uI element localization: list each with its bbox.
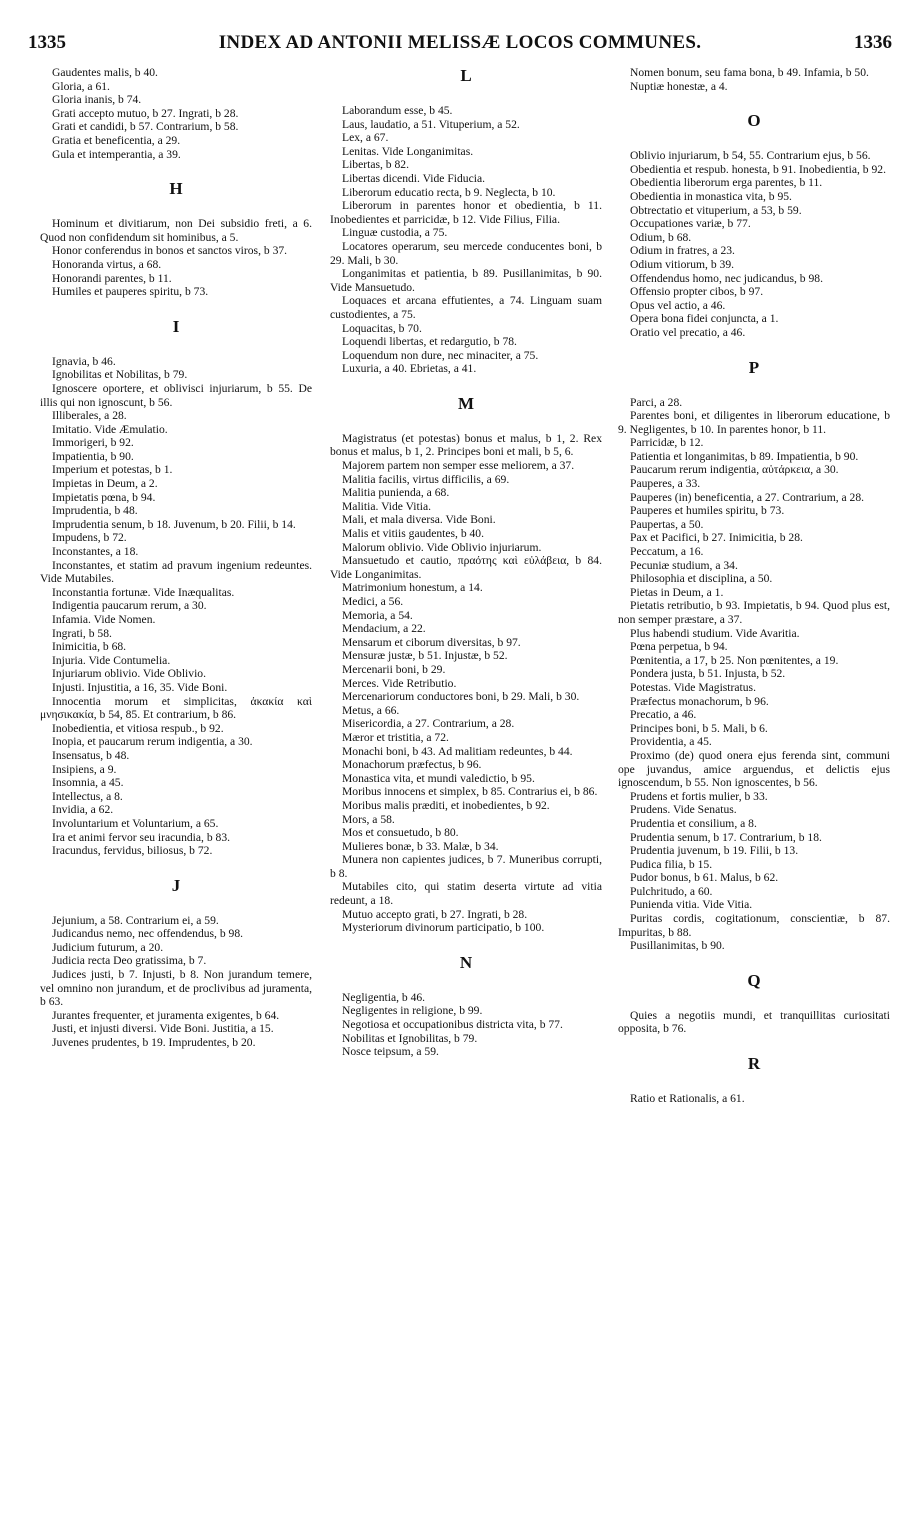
index-column-3 xyxy=(618,66,890,1106)
index-entry: Offendendus homo, nec judicandus, b 98. xyxy=(630,271,823,285)
index-entry: Negligentes in religione, b 99. xyxy=(342,1004,483,1018)
index-entry: Imprudentia senum, b 18. Juvenum, b 20. Filii, b 14. xyxy=(52,517,296,531)
index-entry: Honorandi parentes, b 11. xyxy=(52,271,172,285)
index-entry: Injusti. Injustitia, a 16, 35. Vide Boni. xyxy=(52,680,228,694)
index-entry: Monachi boni, b 43. Ad malitiam redeuntes, b 44. xyxy=(342,744,573,758)
index-entry: Merces. Vide Retributio. xyxy=(342,676,457,690)
index-entry: Innocentia morum et simplicitas, ἀκακία καὶ μνησικακία, b 54, 85. Et contrarium, b 86. xyxy=(40,694,312,722)
index-entry: Peccatum, a 16. xyxy=(630,545,704,559)
index-entry: Pietas in Deum, a 1. xyxy=(630,585,724,599)
index-entry: Invidia, a 62. xyxy=(52,803,114,817)
index-entry: Libertas, b 82. xyxy=(342,158,409,172)
index-entry: Odium in fratres, a 23. xyxy=(630,244,735,258)
index-entry: Nobilitas et Ignobilitas, b 79. xyxy=(342,1031,478,1045)
index-entry: Malitia punienda, a 68. xyxy=(342,486,450,500)
index-entry: Mensuræ justæ, b 51. Injustæ, b 52. xyxy=(342,649,508,663)
index-entry: Ignoscere oportere, et oblivisci injuriarum, b 55. De illis qui non ignoscunt, b 56. xyxy=(40,381,312,409)
index-entry: Memoria, a 54. xyxy=(342,608,413,622)
index-entry: Injuria. Vide Contumelia. xyxy=(52,653,171,667)
index-entry: Jurantes frequenter, et juramenta exigentes, b 64. xyxy=(52,1008,280,1022)
index-entry: Paucarum rerum indigentia, αὐτάρκεια, a 30. xyxy=(630,463,839,477)
index-entry: Odium vitiorum, b 39. xyxy=(630,257,735,271)
index-entry: Prudentia juvenum, b 19. Filii, b 13. xyxy=(630,844,799,858)
index-entry: Occupationes variæ, b 77. xyxy=(630,217,751,231)
index-entry: Judices justi, b 7. Injusti, b 8. Non jurandum temere, vel omnino non jurandum, et de proclivibus ad juramenta, b 63. xyxy=(40,968,312,1009)
index-entry: Impudens, b 72. xyxy=(52,531,127,545)
index-entry: Inimicitia, b 68. xyxy=(52,640,127,654)
index-entry: Laus, laudatio, a 51. Vituperium, a 52. xyxy=(342,117,520,131)
index-entry: Punienda vitia. Vide Vitia. xyxy=(630,898,753,912)
index-entry: Philosophia et disciplina, a 50. xyxy=(630,572,773,586)
index-entry: Hominum et divitiarum, non Dei subsidio freti, a 6. Quod non confidendum sit hominibus, a 5. xyxy=(40,217,312,244)
index-entry: Mæror et tristitia, a 72. xyxy=(342,730,449,744)
index-entry: Pecuniæ studium, a 34. xyxy=(630,558,738,572)
index-entry: Metus, a 66. xyxy=(342,703,400,717)
index-entry: Obedientia in monastica vita, b 95. xyxy=(630,189,792,203)
index-entry: Opera bona fidei conjuncta, a 1. xyxy=(630,312,779,326)
index-entry: Longanimitas et patientia, b 89. Pusillanimitas, b 90. Vide Mansuetudo. xyxy=(330,267,602,294)
index-entry: Mercenarii boni, b 29. xyxy=(342,662,446,676)
index-entry: Mendacium, a 22. xyxy=(342,622,426,636)
index-entry: Mulieres bonæ, b 33. Malæ, b 34. xyxy=(342,839,499,853)
page-title: INDEX AD ANTONII MELISSÆ LOCOS COMMUNES. xyxy=(218,32,702,53)
index-entry: Insomnia, a 45. xyxy=(52,776,124,790)
index-entry: Imitatio. Vide Æmulatio. xyxy=(52,422,168,436)
index-entry: Mors, a 58. xyxy=(342,812,395,826)
index-entry: Grati accepto mutuo, b 27. Ingrati, b 28. xyxy=(52,106,239,120)
index-entry: Moribus innocens et simplex, b 85. Contrarius ei, b 86. xyxy=(342,785,598,799)
letter-heading: N xyxy=(459,952,473,972)
index-entry: Inconstantes, a 18. xyxy=(52,545,139,559)
index-entry: Loquendi libertas, et redargutio, b 78. xyxy=(342,335,517,349)
index-entry: Lex, a 67. xyxy=(342,131,389,145)
index-entry: Immorigeri, b 92. xyxy=(52,436,134,450)
index-entry: Liberorum in parentes honor et obedientia, b 11. Inobedientes et parricidæ, b 12. Vide Filius, Filia. xyxy=(330,199,602,226)
index-entry: Mos et consuetudo, b 80. xyxy=(342,826,459,840)
index-entry: Impietatis pœna, b 94. xyxy=(52,490,156,504)
index-entry: Pœna perpetua, b 94. xyxy=(630,640,728,654)
index-entry: Involuntarium et Voluntarium, a 65. xyxy=(52,816,219,830)
index-entry: Iracundus, fervidus, biliosus, b 72. xyxy=(52,844,213,858)
letter-heading: L xyxy=(460,66,472,85)
index-entry: Pietatis retributio, b 93. Impietatis, b 94. Quod plus est, non semper præstare, a 37. xyxy=(618,599,890,626)
index-entry: Mansuetudo et cautio, πραότης καὶ εὐλάβεια, b 84. Vide Longanimitas. xyxy=(330,554,602,581)
index-entry: Pondera justa, b 51. Injusta, b 52. xyxy=(630,667,786,681)
index-entry: Gratia et beneficentia, a 29. xyxy=(52,133,181,147)
index-entry: Medici, a 56. xyxy=(342,595,404,608)
index-entry: Moribus malis præditi, et inobedientes, b 92. xyxy=(342,798,550,812)
index-entry: Intellectus, a 8. xyxy=(52,789,123,803)
letter-heading: O xyxy=(747,111,761,131)
index-entry: Honor conferendus in bonos et sanctos viros, b 37. xyxy=(52,244,288,258)
index-entry: Plus habendi studium. Vide Avaritia. xyxy=(630,626,800,640)
index-entry: Injuriarum oblivio. Vide Oblivio. xyxy=(52,667,206,681)
index-entry: Negotiosa et occupationibus districta vita, b 77. xyxy=(342,1018,563,1032)
index-entry: Opus vel actio, a 46. xyxy=(630,298,726,312)
index-entry: Impatientia, b 90. xyxy=(52,449,134,463)
index-entry: Parci, a 28. xyxy=(630,395,683,409)
index-entry: Parentes boni, et diligentes in liberorum educatione, b 9. Negligentes, b 10. In parentes honor, b 11. xyxy=(618,409,890,436)
index-entry: Prudentia senum, b 17. Contrarium, b 18. xyxy=(630,830,822,844)
index-entry: Pusillanimitas, b 90. xyxy=(630,939,725,953)
index-entry: Nomen bonum, seu fama bona, b 49. Infamia, b 50. xyxy=(630,66,869,79)
index-entry: Monachorum præfectus, b 96. xyxy=(342,758,482,772)
index-entry: Munera non capientes judices, b 7. Muneribus corrupti, b 8. xyxy=(330,853,602,880)
index-entry: Gula et intemperantia, a 39. xyxy=(52,147,181,161)
index-entry: Pœnitentia, a 17, b 25. Non pœnitentes, a 19. xyxy=(630,653,839,667)
index-column-1 xyxy=(40,66,312,1050)
index-entry: Obtrectatio et vituperium, a 53, b 59. xyxy=(630,203,802,217)
letter-heading: R xyxy=(747,1054,761,1074)
letter-heading: I xyxy=(172,316,180,336)
index-entry: Illiberales, a 28. xyxy=(52,409,127,423)
index-entry: Ratio et Rationalis, a 61. xyxy=(630,1092,745,1106)
index-entry: Judicium futurum, a 20. xyxy=(52,940,164,954)
index-entry: Grati et candidi, b 57. Contrarium, b 58. xyxy=(52,120,239,134)
index-entry: Luxuria, a 40. Ebrietas, a 41. xyxy=(342,362,477,376)
index-entry: Loquaces et arcana effutientes, a 74. Linguam suam custodientes, a 75. xyxy=(330,294,602,321)
index-entry: Inobedientia, et vitiosa respub., b 92. xyxy=(52,721,224,735)
index-entry: Matrimonium honestum, a 14. xyxy=(342,581,483,595)
index-entry: Insipiens, a 9. xyxy=(52,762,117,776)
index-entry: Parricidæ, b 12. xyxy=(630,436,704,450)
index-entry: Mutabiles cito, qui statim deserta virtute ad vitia redeunt, a 18. xyxy=(330,880,602,908)
index-entry: Prudentia et consilium, a 8. xyxy=(630,816,757,830)
index-entry: Inconstantia fortunæ. Vide Inæqualitas. xyxy=(52,585,235,599)
letter-heading: J xyxy=(171,875,181,895)
index-entry: Magistratus (et potestas) bonus et malus, b 1, 2. Rex bonus et malus, b 1, 2. Principes boni et mali, b 5, 6. xyxy=(330,431,602,459)
index-entry: Malorum oblivio. Vide Oblivio injuriarum. xyxy=(342,540,542,554)
index-entry: Inconstantes, et statim ad pravum ingenium redeuntes. Vide Mutabiles. xyxy=(40,558,312,586)
index-entry: Justi, et injusti diversi. Vide Boni. Justitia, a 15. xyxy=(52,1022,274,1036)
index-entry: Pauperes et humiles spiritu, b 73. xyxy=(630,504,785,518)
index-entry: Judicandus nemo, nec offendendus, b 98. xyxy=(52,927,244,941)
index-entry: Pudor bonus, b 61. Malus, b 62. xyxy=(630,871,779,885)
index-entry: Obedientia liberorum erga parentes, b 11. xyxy=(630,176,823,190)
index-entry: Loquendum non dure, nec minaciter, a 75. xyxy=(342,348,539,362)
index-entry: Lenitas. Vide Longanimitas. xyxy=(342,144,474,158)
index-entry: Puritas cordis, cogitationum, conscientiæ, b 87. Impuritas, b 88. xyxy=(618,912,890,939)
index-entry: Pauperes (in) beneficentia, a 27. Contrarium, a 28. xyxy=(630,490,865,504)
index-entry: Insensatus, b 48. xyxy=(52,748,130,762)
index-entry: Prudens et fortis mulier, b 33. xyxy=(630,789,768,803)
index-entry: Impietas in Deum, a 2. xyxy=(52,477,158,491)
page-header xyxy=(28,32,892,60)
index-entry: Mysteriorum divinorum participatio, b 100. xyxy=(342,921,545,935)
index-entry: Oratio vel precatio, a 46. xyxy=(630,325,746,339)
index-entry: Obedientia et respub. honesta, b 91. Inobedientia, b 92. xyxy=(630,162,886,176)
index-entry: Gloria, a 61. xyxy=(52,79,110,93)
index-entry: Offensio propter cibos, b 97. xyxy=(630,285,764,299)
index-entry: Pulchritudo, a 60. xyxy=(630,884,713,898)
index-entry: Monastica vita, et mundi valedictio, b 95. xyxy=(342,771,535,785)
index-entry: Malitia facilis, virtus difficilis, a 69. xyxy=(342,472,510,486)
index-entry: Mercenariorum conductores boni, b 29. Mali, b 30. xyxy=(342,690,580,704)
index-entry: Jejunium, a 58. Contrarium ei, a 59. xyxy=(52,913,219,927)
index-entry: Misericordia, a 27. Contrarium, a 28. xyxy=(342,717,515,731)
index-entry: Juvenes prudentes, b 19. Imprudentes, b 20. xyxy=(52,1036,256,1050)
index-entry: Oblivio injuriarum, b 54, 55. Contrarium ejus, b 56. xyxy=(630,149,871,163)
index-entry: Loquacitas, b 70. xyxy=(342,321,422,335)
index-entry: Patientia et longanimitas, b 89. Impatientia, b 90. xyxy=(630,449,859,463)
index-entry: Pudica filia, b 15. xyxy=(630,857,713,871)
index-entry: Principes boni, b 5. Mali, b 6. xyxy=(630,721,768,735)
index-entry: Prudens. Vide Senatus. xyxy=(630,803,737,817)
index-entry: Malis et vitiis gaudentes, b 40. xyxy=(342,527,485,541)
index-entry: Majorem partem non semper esse meliorem, a 37. xyxy=(342,459,575,473)
index-entry: Ignavia, b 46. xyxy=(52,354,116,368)
index-entry: Quies a negotiis mundi, et tranquillitas curiositati opposita, b 76. xyxy=(618,1008,890,1036)
letter-heading: Q xyxy=(747,970,761,990)
index-entry: Ignobilitas et Nobilitas, b 79. xyxy=(52,368,188,382)
index-entry: Humiles et pauperes spiritu, b 73. xyxy=(52,285,209,299)
index-entry: Mutuo accepto grati, b 27. Ingrati, b 28. xyxy=(342,907,528,921)
index-entry: Præfectus monachorum, b 96. xyxy=(630,694,769,708)
index-entry: Libertas dicendi. Vide Fiducia. xyxy=(342,171,486,185)
index-entry: Mali, et mala diversa. Vide Boni. xyxy=(342,513,496,527)
index-entry: Locatores operarum, seu mercede conducentes boni, b 29. Mali, b 30. xyxy=(330,239,602,267)
index-entry: Gaudentes malis, b 40. xyxy=(52,66,158,79)
index-entry: Pax et Pacifici, b 27. Inimicitia, b 28. xyxy=(630,531,803,545)
index-entry: Indigentia paucarum rerum, a 30. xyxy=(52,599,207,613)
letter-heading: H xyxy=(169,179,183,199)
index-entry: Inopia, et paucarum rerum indigentia, a 30. xyxy=(52,735,253,749)
index-entry: Proximo (de) quod onera ejus ferenda sint, communi ope juvandus, amice arguendus, et delictis ejus ignoscendum, b 55. Non ignoscentes, b 56. xyxy=(618,748,890,790)
letter-heading: M xyxy=(457,393,475,413)
index-entry: Paupertas, a 50. xyxy=(630,517,704,531)
index-entry: Nosce teipsum, a 59. xyxy=(342,1045,439,1059)
index-entry: Negligentia, b 46. xyxy=(342,990,426,1004)
index-entry: Malitia. Vide Vitia. xyxy=(342,499,431,513)
index-entry: Precatio, a 46. xyxy=(630,708,697,722)
index-entry: Ingrati, b 58. xyxy=(52,626,112,640)
index-entry: Mensarum et ciborum diversitas, b 97. xyxy=(342,635,521,649)
index-entry: Liberorum educatio recta, b 9. Neglecta, b 10. xyxy=(342,185,556,199)
letter-heading: P xyxy=(748,357,760,377)
index-column-2 xyxy=(330,66,602,1059)
index-entry: Pauperes, a 33. xyxy=(630,477,701,491)
index-entry: Judicia recta Deo gratissima, b 7. xyxy=(52,954,207,968)
index-entry: Gloria inanis, b 74. xyxy=(52,93,142,107)
index-entry: Ira et animi fervor seu iracundia, b 83. xyxy=(52,830,231,844)
index-entry: Imperium et potestas, b 1. xyxy=(52,463,173,477)
index-entry: Potestas. Vide Magistratus. xyxy=(630,680,756,694)
index-entry: Honoranda virtus, a 68. xyxy=(52,257,162,271)
index-entry: Odium, b 68. xyxy=(630,230,692,244)
index-entry: Imprudentia, b 48. xyxy=(52,504,138,518)
index-entry: Linguæ custodia, a 75. xyxy=(342,226,448,240)
page-number-right: 1336 xyxy=(854,32,892,53)
index-entry: Providentia, a 45. xyxy=(630,735,712,749)
index-entry: Laborandum esse, b 45. xyxy=(342,104,453,117)
index-entry: Nuptiæ honestæ, a 4. xyxy=(630,79,728,93)
index-entry: Infamia. Vide Nomen. xyxy=(52,613,156,626)
page-number-left: 1335 xyxy=(28,32,66,53)
